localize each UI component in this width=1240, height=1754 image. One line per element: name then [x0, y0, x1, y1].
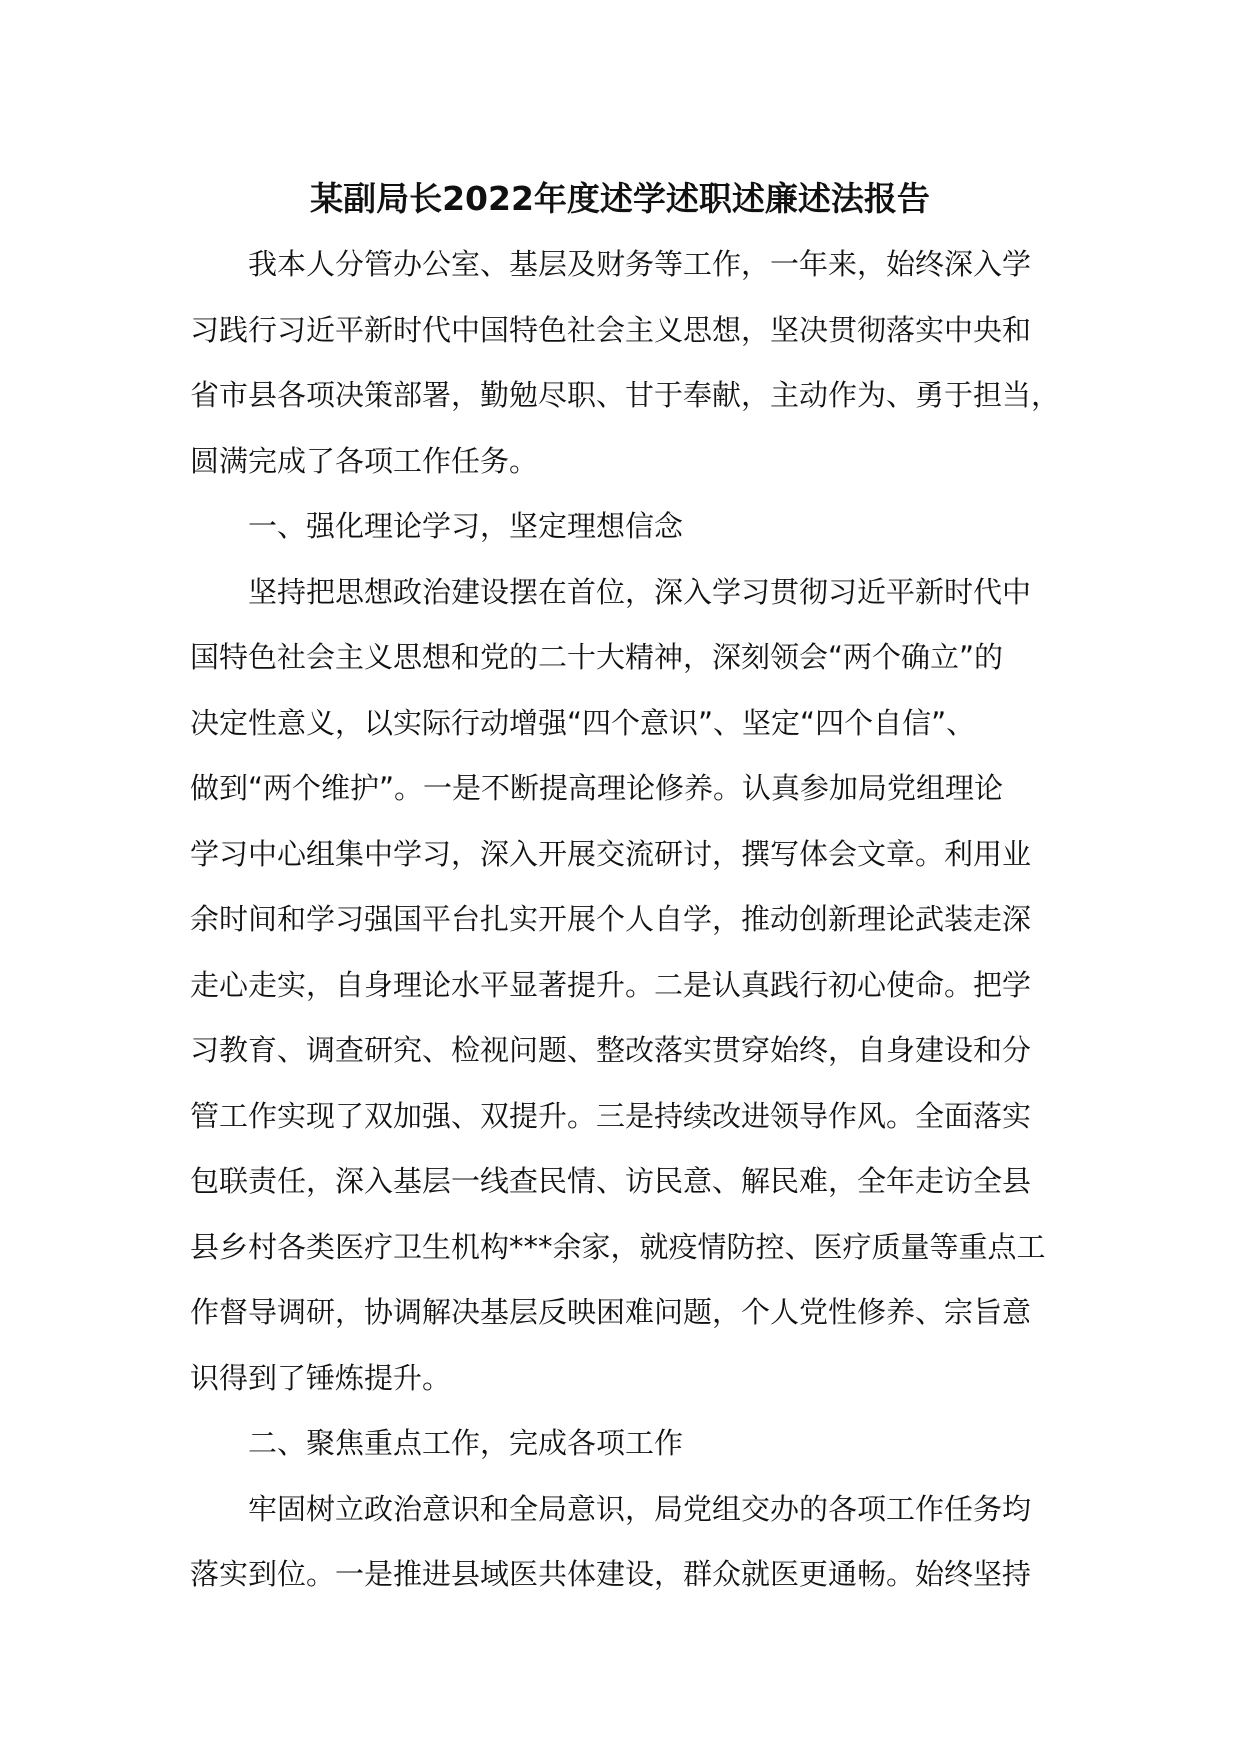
- paragraph-line: 习教育、调查研究、检视问题、整改落实贯穿始终，自身建设和分: [190, 1033, 1032, 1067]
- paragraph-line: 我本人分管办公室、基层及财务等工作，一年来，始终深入学: [248, 247, 1032, 281]
- paragraph-line: 习践行习近平新时代中国特色社会主义思想，坚决贯彻落实中央和: [190, 312, 1032, 347]
- paragraph-line: 余时间和学习强国平台扎实开展个人自学，推动创新理论武装走深: [190, 902, 1032, 936]
- paragraph-line: 包联责任，深入基层一线查民情、访民意、解民难，全年走访全县: [190, 1164, 1032, 1198]
- document-body: [190, 232, 1090, 1608]
- paragraph-line: 落实到位。一是推进县域医共体建设，群众就医更通畅。始终坚持: [190, 1557, 1032, 1591]
- paragraph-line: 坚持把思想政治建设摆在首位，深入学习贯彻习近平新时代中: [248, 574, 1032, 609]
- paragraph-line: 决定性意义，以实际行动增强“四个意识”、坚定“四个自信”、: [190, 705, 976, 740]
- paragraph-line: 识得到了锤炼提升。: [190, 1360, 452, 1395]
- document-title: 某副局长2022年度述学述职述廉述法报告: [310, 179, 930, 218]
- paragraph-line: 走心走实，自身理论水平显著提升。二是认真践行初心使命。把学: [190, 967, 1032, 1002]
- paragraph-line: 牢固树立政治意识和全局意识，局党组交办的各项工作任务均: [248, 1491, 1032, 1526]
- paragraph-line: 学习中心组集中学习，深入开展交流研讨，撰写体会文章。利用业: [190, 836, 1032, 871]
- paragraph-line: 做到“两个维护”。一是不断提高理论修养。认真参加局党组理论: [190, 771, 1004, 805]
- paragraph-line: 管工作实现了双加强、双提升。三是持续改进领导作风。全面落实: [190, 1098, 1032, 1133]
- section-heading: 二、聚焦重点工作，完成各项工作: [248, 1426, 684, 1460]
- paragraph-line: 圆满完成了各项工作任务。: [190, 443, 539, 478]
- paragraph-line: 作督导调研，协调解决基层反映困难问题，个人党性修养、宗旨意: [190, 1295, 1032, 1329]
- paragraph-line: 省市县各项决策部署，勤勉尽职、甘于奉献，主动作为、勇于担当，: [190, 378, 1061, 412]
- paragraph-line: 国特色社会主义思想和党的二十大精神，深刻领会“两个确立”的: [190, 640, 1004, 674]
- paragraph-line: 县乡村各类医疗卫生机构***余家，就疫情防控、医疗质量等重点工: [190, 1229, 1046, 1264]
- section-heading: 一、强化理论学习，坚定理想信念: [248, 509, 684, 543]
